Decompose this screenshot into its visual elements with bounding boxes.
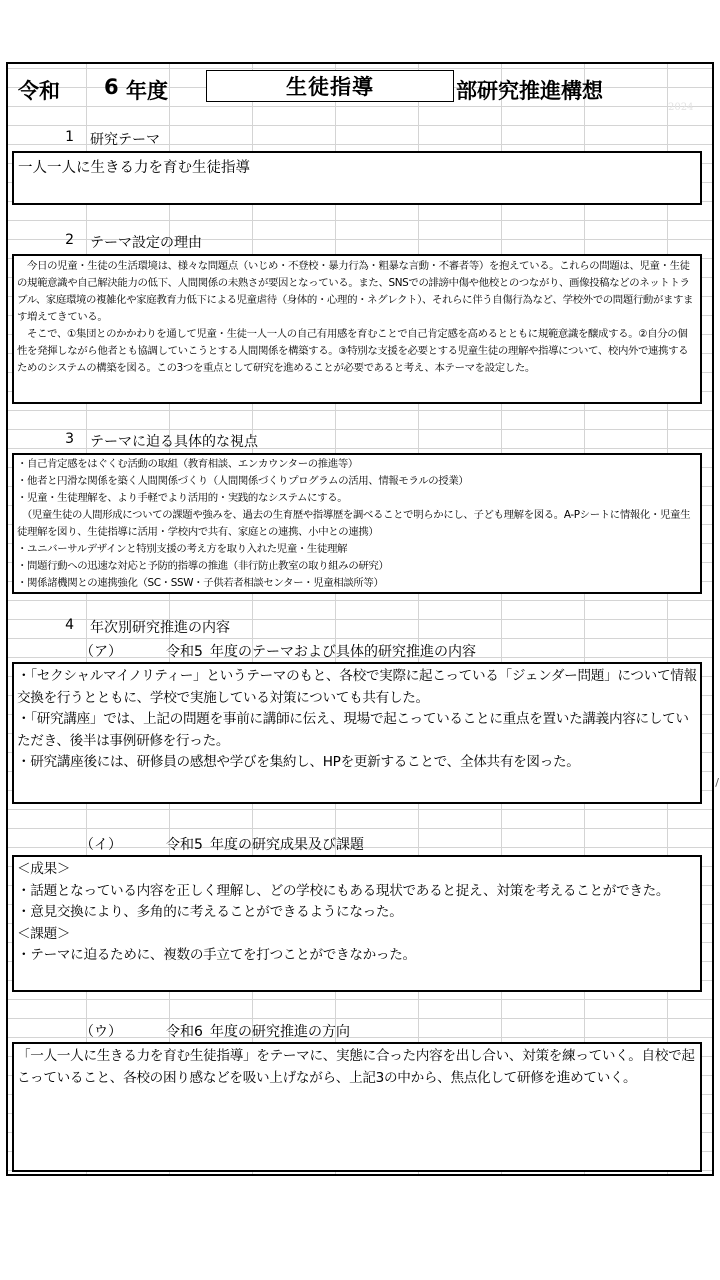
year-suffix: 年度 xyxy=(126,79,168,103)
direction-text: 「一人一人に生きる力を育む生徒指導」をテーマに、実態に合った内容を出し合い、対策を練っていく。自校で起こっていること、各校の困り感などを吸い上げながら、上記3の中から、焦点化して研修を進めていく。 xyxy=(17,1048,695,1086)
section-4-number: 4 xyxy=(65,617,74,633)
results-text: ＜成果＞ ・話題となっている内容を正しく理解し、どの学校にもある現状であると捉え、対策を考えることができた。 ・意見交換により、多角的に考えることができるようになった。 ＜課題＞ ・テーマに迫るために、複数の手立てを打つことができなかった。 xyxy=(17,861,670,963)
section-1-number: 1 xyxy=(65,129,74,145)
viewpoint-item: ・関係諸機関との連携強化（SC・SSW・子供若者相談センター・児童相談所等） xyxy=(17,577,384,589)
department-title[interactable]: 生徒指導 xyxy=(206,70,454,102)
theme-box[interactable] xyxy=(12,151,702,205)
subsection-b-marker: （イ） xyxy=(80,837,122,853)
viewpoints-box[interactable] xyxy=(12,453,702,594)
subsection-c-heading: 年度の研究推進の方向 xyxy=(210,1024,350,1040)
title-suffix: 部研究推進構想 xyxy=(456,79,603,103)
subsection-c-marker: （ウ） xyxy=(80,1024,122,1040)
annual-content-text: ・「セクシャルマイノリティー」というテーマのもと、各校で実際に起こっている「ジェンダー問題」について情報交換を行うとともに、学校で実施している対策についても共有した。 ・「研究講座」では、上記の問題を事前に講師に伝え、現場で起こっていることに重点を置いた講義内容にしていただき、後半は事例研修を行った。 ・研究講座後には、研修員の感想や学びを集約し、HPを更新することで、全体共有を図った。 xyxy=(17,668,697,770)
section-4-heading: 年次別研究推進の内容 xyxy=(90,620,230,636)
subsection-a-marker: （ア） xyxy=(80,644,122,660)
viewpoint-item: ・自己肯定感をはぐくむ活動の取組（教育相談、エンカウンターの推進等） xyxy=(17,458,358,470)
spreadsheet-sheet xyxy=(6,62,719,1176)
viewpoint-item: （児童生徒の人間形成についての課題や強みを、過去の生育歴や指導歴を調べることで明らかにし、子ども理解を図る。A-Pシートに情報化・児童生徒理解を図り、生徒指導に活用・学校内で共有、家庭との連携、小中との連携） xyxy=(17,509,691,538)
viewpoint-item: ・児童・生徒理解を、より手軽でより活用的・実践的なシステムにする。 xyxy=(17,492,348,504)
subsection-b-era: 令和5 xyxy=(166,837,203,853)
section-1-heading: 研究テーマ xyxy=(90,132,160,148)
section-2-number: 2 xyxy=(65,232,74,248)
viewpoints-list xyxy=(14,455,700,593)
annual-content-box[interactable] xyxy=(12,662,702,804)
subsection-a-era: 令和5 xyxy=(166,644,203,660)
subsection-c-era: 令和6 xyxy=(166,1024,203,1040)
side-mark: / xyxy=(715,776,719,789)
results-box[interactable] xyxy=(12,855,702,992)
year-number: 6 xyxy=(104,75,119,99)
section-3-heading: テーマに迫る具体的な視点 xyxy=(90,434,258,450)
viewpoint-item: ・他者と円滑な関係を築く人間関係づくり（人間関係づくりプログラムの活用、情報モラルの授業） xyxy=(17,475,469,487)
reason-text: 今日の児童・生徒の生活環境は、様々な問題点（いじめ・不登校・暴力行為・粗暴な言動・不審者等）を抱えている。これらの問題は、児童・生徒の規範意識や自己解決能力の低下、人間関係の未熟さが要因となっている。また、SNSでの誹謗中傷や他校とのつながり、画像投稿などのネットトラブル、家庭環境の複雑化や家庭教育力低下による児童虐待（身体的・心理的・ネグレクト）、それらに伴う自傷行為など、学校外での問題行動がますます増えてきている。 そこで、①集団とのかかわりを通して児童・生徒一人一人の自己有用感を育むことで自己肯定感を高めるとともに規範意識を醸成する。②自分の個性を発揮しながら他者とも協調していこうとする人間関係を構築する。③特別な支援を必要とする児童生徒の理解や指導について、校内外で連携するためのシステムの構築を図る。この3つを重点として研究を進めることが必要であると考え、本テーマを設定した。 xyxy=(17,260,694,374)
direction-box[interactable] xyxy=(12,1042,702,1172)
faint-watermark: 2024 xyxy=(668,102,694,113)
section-3-number: 3 xyxy=(65,431,74,447)
subsection-a-heading: 年度のテーマおよび具体的研究推進の内容 xyxy=(210,644,476,660)
subsection-b-heading: 年度の研究成果及び課題 xyxy=(210,837,364,853)
reason-box[interactable] xyxy=(12,254,702,404)
viewpoint-item: ・問題行動への迅速な対応と予防的指導の推進（非行防止教室の取り組みの研究） xyxy=(17,560,389,572)
theme-text: 一人一人に生きる力を育む生徒指導 xyxy=(18,160,250,176)
viewpoint-item: ・ユニバーサルデザインと特別支援の考え方を取り入れた児童・生徒理解 xyxy=(17,543,348,555)
era-label: 令和 xyxy=(18,79,60,103)
section-2-heading: テーマ設定の理由 xyxy=(90,235,202,251)
